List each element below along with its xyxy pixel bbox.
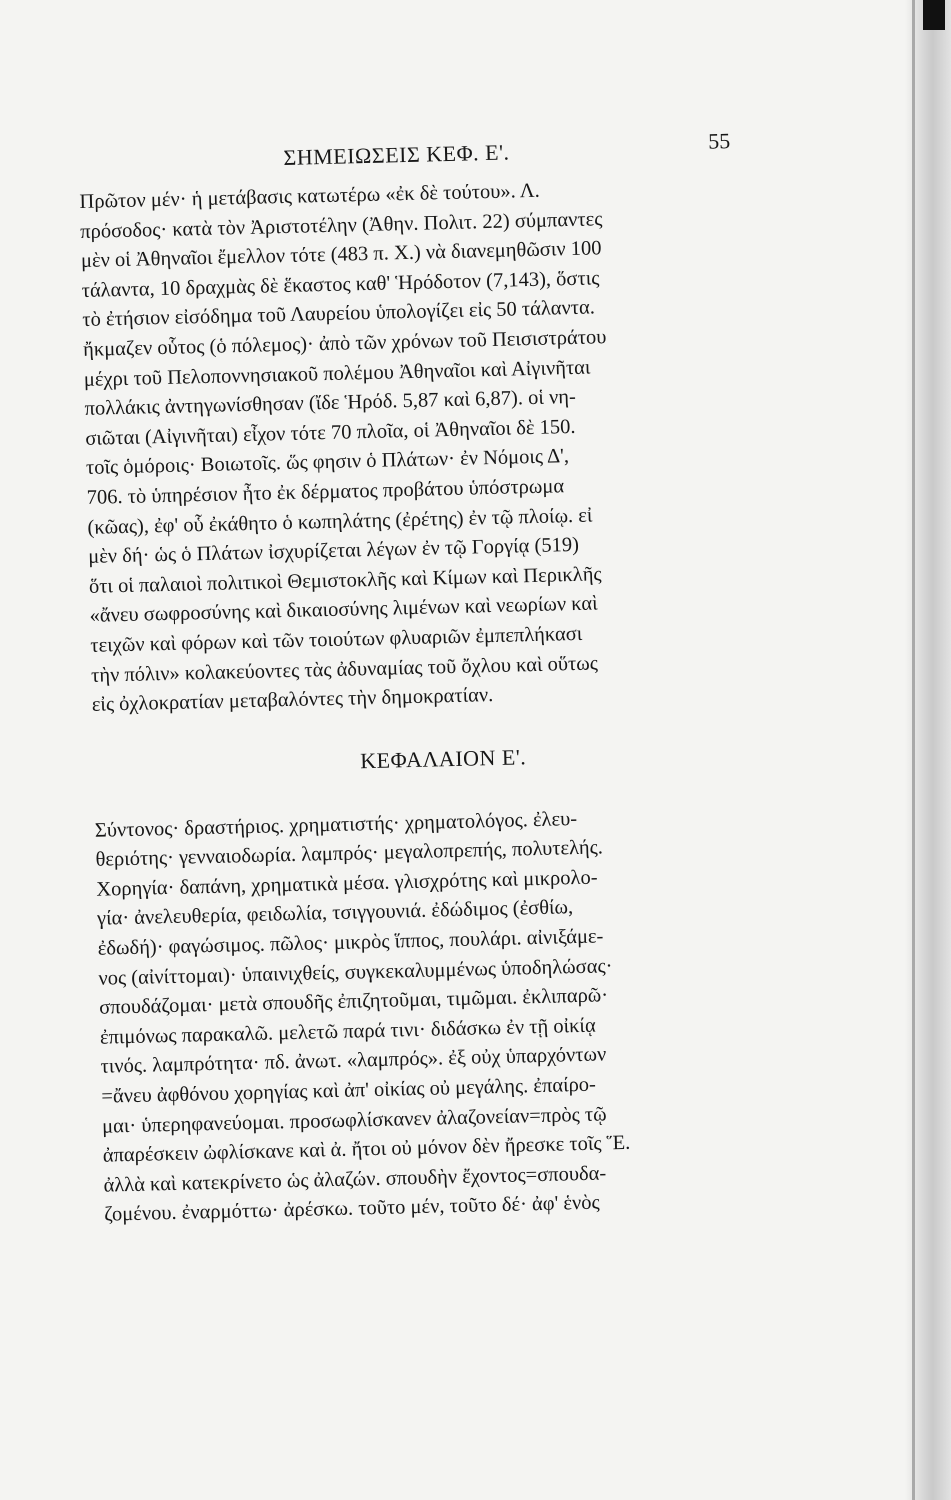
text-line: πρόσοδος· κατὰ τὸν Ἀριστοτέλην (Ἀθην. Πολιτ. 22) σύμπαντες <box>79 207 603 243</box>
text-line: Χορηγία· δαπάνη, χρηματικὰ μέσα. γλισχρότης καὶ μικρολο- <box>96 866 598 901</box>
text-line: =ἄνευ ἀφθόνου χορηγίας καὶ ἀπ' οἰκίας οὐ μεγάλης. ἐπαίρο- <box>101 1073 597 1108</box>
text-line: τοῖς ὁμόροις· Βοιωτοῖς. ὥς φησιν ὁ Πλάτων· ἐν Νόμοις Δ', <box>85 445 570 480</box>
scan-corner-mark <box>923 0 945 30</box>
text-line: πολλάκις ἀντηγωνίσθησαν (ἴδε Ἡρόδ. 5,87 καὶ 6,87). οἱ νη- <box>84 386 577 421</box>
notes-paragraph <box>79 171 792 721</box>
glossary-paragraph <box>95 799 805 1230</box>
text-line: «ἄνευ σωφροσύνης καὶ δικαιοσύνης λιμένων καὶ νεωρίων καὶ <box>89 592 598 628</box>
text-line: ὅτι οἱ παλαιοὶ πολιτικοὶ Θεμιστοκλῆς καὶ Κίμων καὶ Περικλῆς <box>88 563 602 598</box>
text-line: Πρῶτον μέν· ἡ μετάβασις κατωτέρω «ἐκ δὲ τούτου». Λ. <box>79 179 540 213</box>
text-line: τὴν πόλιν» κολακεύοντες τὰς ἀδυναμίας τοῦ ὄχλου καὶ οὕτως <box>90 651 599 687</box>
running-head: ΣΗΜΕΙΩΣΕΙΣ ΚΕΦ. Ε'. <box>283 139 510 170</box>
text-line: τειχῶν καὶ φόρων καὶ τῶν τοιούτων φλυαριῶν ἐμπεπλήκασι <box>90 622 583 657</box>
page-text <box>78 123 804 1231</box>
text-line: μέχρι τοῦ Πελοποννησιακοῦ πολέμου Ἀθηναῖοι καὶ Αἰγινῆται <box>83 356 591 391</box>
text-line: (κῶας), ἐφ' οὗ ἐκάθητο ὁ κωπηλάτης (ἐρέτης) ἐν τῷ πλοίῳ. εἰ <box>87 504 593 539</box>
text-line: ἐδωδή)· φαγώσιμος. πῶλος· μικρὸς ἵππος, πουλάρι. αἰνιξάμε- <box>97 925 604 960</box>
text-line: μὲν οἱ Ἀθηναῖοι ἔμελλον τότε (483 π. Χ.) νὰ διανεμηθῶσιν 100 <box>80 237 602 273</box>
page-fold-shadow <box>912 0 915 1500</box>
text-line: τάλαντα, 10 δραχμὰς δὲ ἕκαστος καθ' Ἡρόδοτον (7,143), ὅστις <box>81 267 600 302</box>
text-line: ἀπαρέσκειν ὠφλίσκανε καὶ ἀ. ἤτοι οὐ μόνον δὲν ἤρεσκε τοῖς Ἕ. <box>102 1132 631 1167</box>
text-line: τὸ ἐτήσιον εἰσόδημα τοῦ Λαυρείου ὑπολογίζει εἰς 50 τάλαντα. <box>82 296 596 332</box>
text-line: σπουδάζομαι· μετὰ σπουδῆς ἐπιζητοῦμαι, τιμῶμαι. ἐκλιπαρῶ· <box>98 984 609 1019</box>
text-line: θεριότης· γενναιοδωρία. λαμπρός· μεγαλοπρεπής, πολυτελής. <box>95 836 604 872</box>
text-line: μαι· ὑπερηφανεύομαι. προσωφλίσκανεν ἀλαζονείαν=πρὸς τῷ <box>101 1103 607 1138</box>
text-line: 706. τὸ ὑπηρέσιον ἦτο ἐκ δέρματος προβάτου ὑπόστρωμα <box>86 475 565 509</box>
text-line: γία· ἀνελευθερία, φειδωλία, τσιγγουνιά. ἐδώδιμος (ἐσθίω, <box>96 896 574 931</box>
text-line: σιῶται (Αἰγινῆται) εἶχον τότε 70 πλοῖα, οἱ Ἀθηναῖοι δὲ 150. <box>85 415 576 450</box>
text-line: ἀλλὰ καὶ κατεκρίνετο ὡς ἀλαζών. σπουδὴν ἔχοντος=σπουδα- <box>103 1162 607 1197</box>
text-line: εἰς ὀχλοκρατίαν μεταβαλόντες τὴν δημοκρατίαν. <box>91 684 494 716</box>
page-number: 55 <box>707 128 731 154</box>
text-line: μὲν δή· ὡς ὁ Πλάτων ἰσχυρίζεται λέγων ἐν τῷ Γοργίᾳ (519) <box>87 534 580 568</box>
text-line: τινός. λαμπρότητα· πδ. ἀνωτ. «λαμπρός». ἐξ οὐχ ὑπαρχόντων <box>100 1043 607 1079</box>
text-line: ἤκμαζεν οὗτος (ὁ πόλεμος)· ἀπὸ τῶν χρόνων τοῦ Πεισιστράτου <box>82 326 607 361</box>
text-line: νος (αἰνίττομαι)· ὑπαινιχθείς, συγκεκαλυμμένως ὑποδηλώσας· <box>98 954 613 990</box>
chapter-heading: ΚΕΦΑΛΑΙΟΝ Ε'. <box>359 743 527 773</box>
text-line: ζομένου. ἐναρμόττω· ἀρέσκω. τοῦτο μέν, τοῦτο δέ· ἀφ' ἑνὸς <box>104 1191 600 1227</box>
text-line: Σύντονος· δραστήριος. χρηματιστής· χρηματολόγος. ἐλευ- <box>94 807 578 842</box>
text-line: ἐπιμόνως παρακαλῶ. μελετῶ παρά τινι· διδάσκω ἐν τῇ οἰκίᾳ <box>99 1014 596 1049</box>
